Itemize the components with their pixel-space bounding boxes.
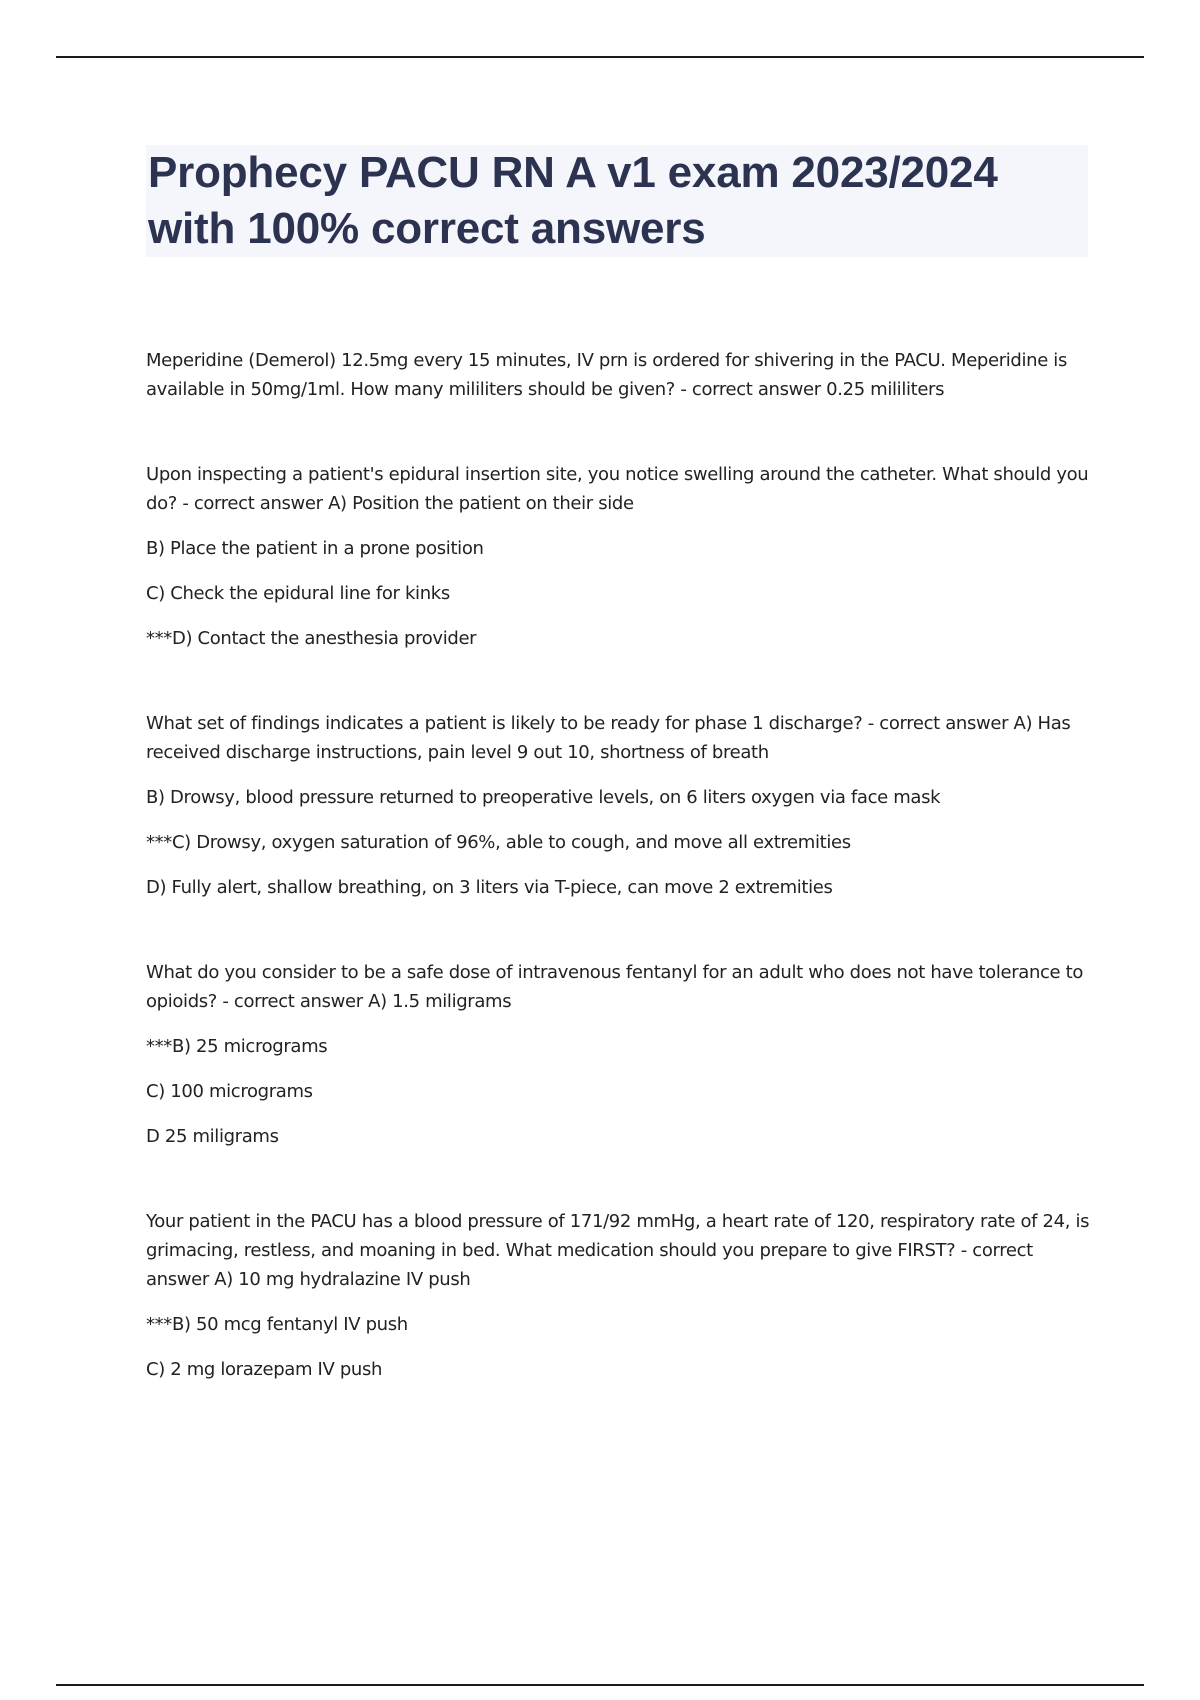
bottom-rule [56, 1684, 1144, 1686]
answer-option-correct: ***C) Drowsy, oxygen saturation of 96%, able to cough, and move all extremities [146, 832, 851, 853]
answer-option: B) Drowsy, blood pressure returned to preoperative levels, on 6 liters oxygen via face mask [146, 787, 941, 808]
title-line-2: with 100% correct answers [148, 204, 706, 253]
answer-option-correct: ***B) 25 micrograms [146, 1036, 328, 1057]
question-text: What do you consider to be a safe dose of intravenous fentanyl for an adult who does not have tolerance to opioids? - correct answer A) 1.5 miligrams [146, 962, 1084, 1012]
question-text: Meperidine (Demerol) 12.5mg every 15 minutes, IV prn is ordered for shivering in the PACU. Meperidine is available in 50mg/1ml. How many mililiters should be given? - correct answer 0.25 mililiters [146, 350, 1067, 400]
answer-option: B) Place the patient in a prone position [146, 538, 484, 559]
top-rule [56, 56, 1144, 58]
answer-option: D 25 miligrams [146, 1126, 279, 1147]
answer-option-correct: ***B) 50 mcg fentanyl IV push [146, 1314, 408, 1335]
question-text: What set of findings indicates a patient is likely to be ready for phase 1 discharge? - correct answer A) Has received discharge instructions, pain level 9 out 10, shortness of breath [146, 713, 1071, 763]
question-4 [146, 958, 1096, 1151]
answer-option: D) Fully alert, shallow breathing, on 3 liters via T-piece, can move 2 extremities [146, 877, 833, 898]
question-1 [146, 346, 1096, 404]
question-5 [146, 1207, 1096, 1384]
title-line-1: Prophecy PACU RN A v1 exam 2023/2024 [148, 148, 998, 197]
answer-option-correct: ***D) Contact the anesthesia provider [146, 628, 477, 649]
question-text: Your patient in the PACU has a blood pressure of 171/92 mmHg, a heart rate of 120, respiratory rate of 24, is grimacing, restless, and moaning in bed. What medication should you prepare to give FIRST? - correct answer A) 10 mg hydralazine IV push [146, 1211, 1090, 1290]
answer-option: C) Check the epidural line for kinks [146, 583, 450, 604]
question-text: Upon inspecting a patient's epidural insertion site, you notice swelling around the catheter. What should you do? - correct answer A) Position the patient on their side [146, 464, 1089, 514]
answer-option: C) 2 mg lorazepam IV push [146, 1359, 383, 1380]
question-3 [146, 709, 1096, 902]
answer-option: C) 100 micrograms [146, 1081, 313, 1102]
question-list [146, 346, 1096, 1384]
document-title [146, 145, 1088, 257]
title-block [146, 145, 1088, 257]
question-2 [146, 460, 1096, 653]
